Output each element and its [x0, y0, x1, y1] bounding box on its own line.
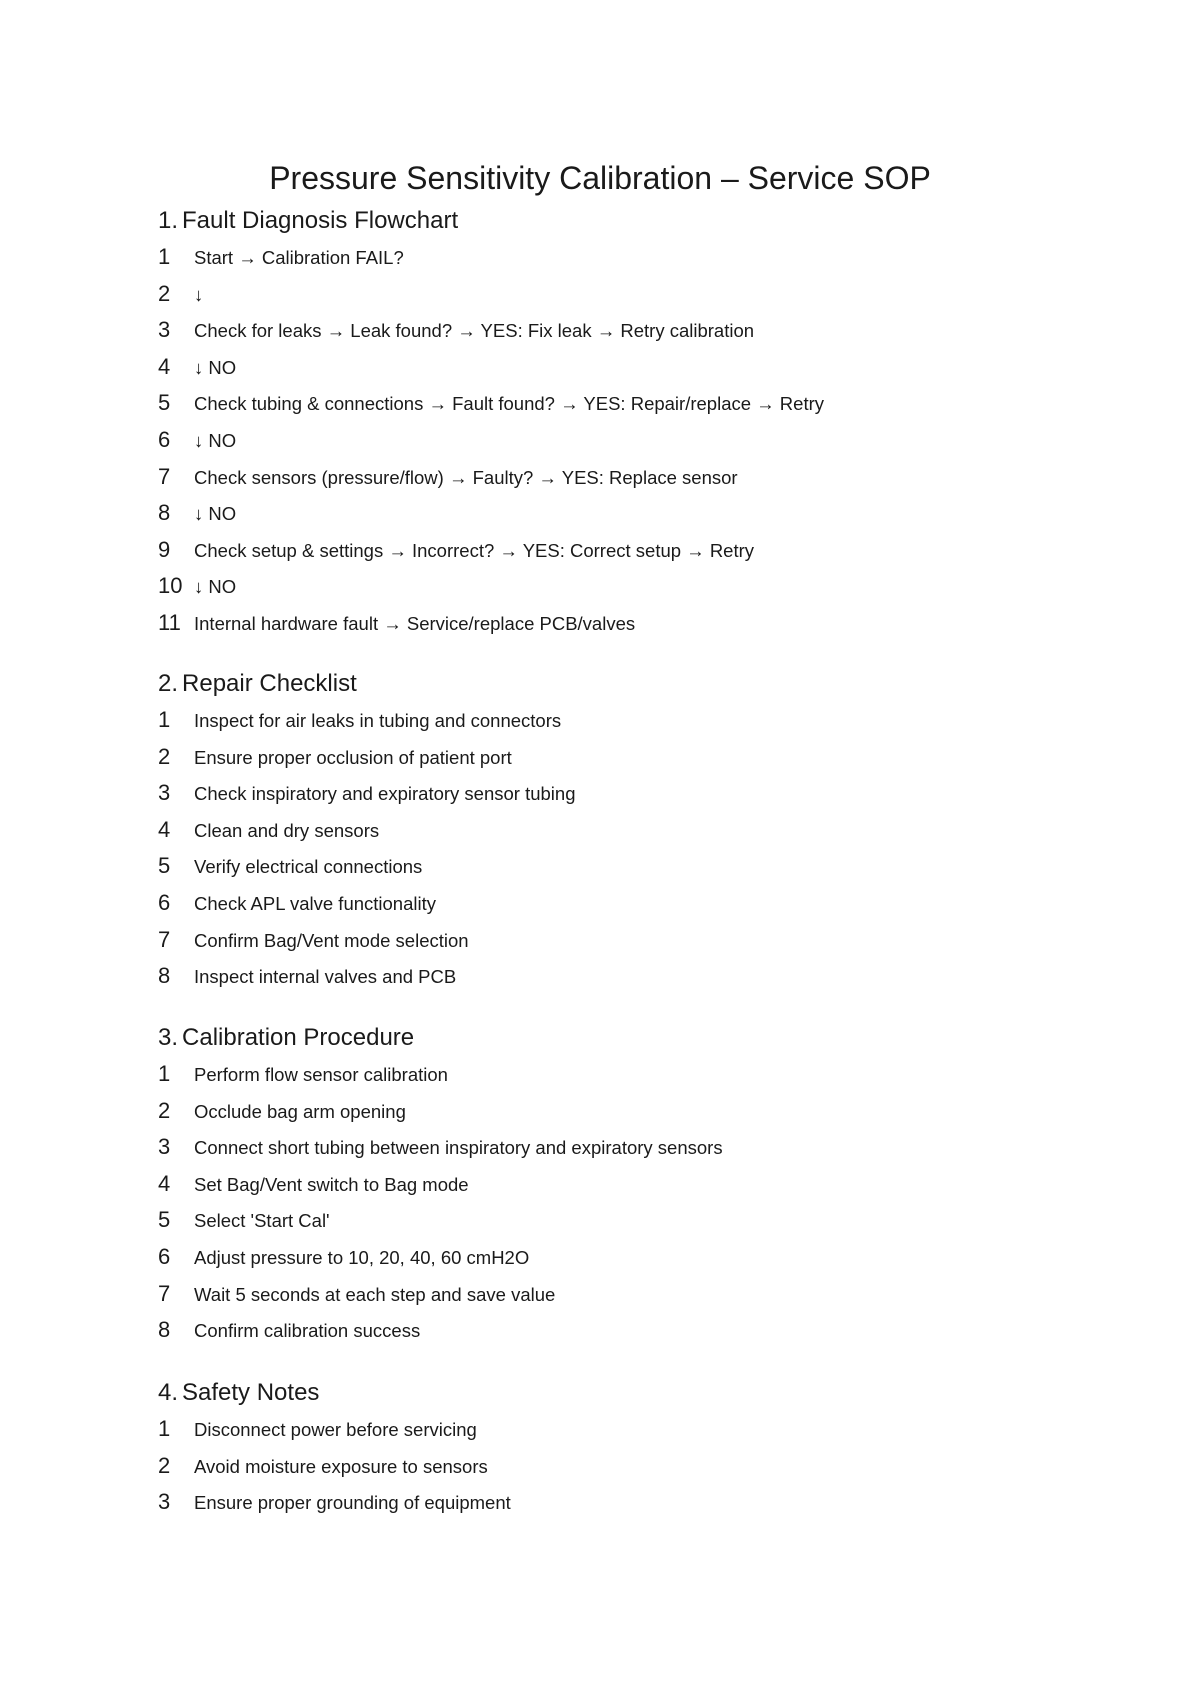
step-text: Select 'Start Cal' — [194, 1210, 330, 1232]
step-number: 2 — [158, 280, 171, 306]
section-calibration-procedure — [158, 1023, 1118, 1354]
step-text: Inspect for air leaks in tubing and connectors — [194, 710, 562, 731]
step-text: Verify electrical connections — [194, 856, 423, 878]
step-item — [158, 963, 1118, 1000]
step-item — [158, 1489, 1118, 1526]
section-repair-checklist — [158, 669, 1118, 1000]
step-number: 8 — [158, 963, 171, 989]
step-text: Connect short tubing between inspiratory and expiratory sensors — [194, 1137, 723, 1159]
step-item — [158, 354, 1118, 391]
section-number: 4. — [158, 1379, 179, 1406]
step-item — [158, 427, 1118, 464]
section-heading — [158, 1378, 1118, 1408]
step-item — [158, 744, 1118, 781]
step-text: Check inspiratory and expiratory sensor tubing — [194, 783, 576, 805]
step-text: ↓ NO — [194, 356, 237, 378]
step-number: 2 — [158, 1097, 171, 1123]
step-number: 8 — [158, 500, 171, 526]
step-item — [158, 1453, 1118, 1490]
step-item — [158, 500, 1118, 537]
step-number: 3 — [158, 1489, 171, 1515]
step-number: 10 — [158, 573, 183, 599]
step-number: 1 — [158, 1416, 171, 1441]
step-number: 3 — [158, 317, 171, 343]
step-number: 8 — [158, 1317, 171, 1343]
section-title: Fault Diagnosis Flowchart — [182, 207, 459, 234]
step-item — [158, 927, 1118, 964]
section-heading — [158, 1023, 1118, 1053]
step-item — [158, 780, 1118, 817]
section-heading — [158, 669, 1118, 699]
step-number: 6 — [158, 1243, 171, 1269]
step-number: 4 — [158, 353, 171, 379]
step-item — [158, 1171, 1118, 1208]
step-item — [158, 1061, 1118, 1098]
section-heading — [158, 206, 1118, 236]
step-item — [158, 281, 1118, 318]
step-text: Wait 5 seconds at each step and save value — [194, 1283, 556, 1305]
step-number: 5 — [158, 1207, 171, 1233]
step-text: Inspect internal valves and PCB — [194, 966, 457, 988]
step-text: Disconnect power before servicing — [194, 1419, 477, 1440]
step-text: Confirm Bag/Vent mode selection — [194, 929, 469, 951]
step-text: Internal hardware fault → Service/replace PCB/valves — [194, 612, 636, 634]
step-number: 1 — [158, 707, 171, 732]
step-text: Check sensors (pressure/flow) → Faulty? → YES: Replace sensor — [194, 466, 738, 488]
step-number: 2 — [158, 743, 171, 769]
step-item — [158, 1134, 1118, 1171]
step-text: Ensure proper grounding of equipment — [194, 1492, 511, 1514]
step-number: 1 — [158, 244, 171, 269]
step-list — [158, 1416, 1118, 1526]
step-text: Check setup & settings → Incorrect? → YES: Correct setup → Retry — [194, 539, 755, 561]
step-list — [158, 1061, 1118, 1354]
step-item — [158, 573, 1118, 610]
step-item — [158, 610, 1118, 647]
document-title: Pressure Sensitivity Calibration – Service SOP — [269, 160, 931, 196]
step-number: 3 — [158, 780, 171, 806]
section-number: 1. — [158, 207, 179, 234]
section-safety-notes — [158, 1378, 1118, 1526]
step-item — [158, 1281, 1118, 1318]
step-number: 7 — [158, 926, 171, 952]
step-number: 1 — [158, 1061, 171, 1086]
step-text: Adjust pressure to 10, 20, 40, 60 cmH2O — [194, 1246, 530, 1268]
step-text: Ensure proper occlusion of patient port — [194, 746, 512, 768]
step-item — [158, 464, 1118, 501]
step-number: 9 — [158, 536, 171, 562]
step-item — [158, 1317, 1118, 1354]
step-item — [158, 390, 1118, 427]
step-item — [158, 537, 1118, 574]
section-title: Calibration Procedure — [182, 1024, 415, 1051]
step-item — [158, 244, 1118, 281]
step-text: Clean and dry sensors — [194, 819, 380, 841]
step-item — [158, 817, 1118, 854]
step-number: 4 — [158, 1170, 171, 1196]
step-number: 5 — [158, 853, 171, 879]
step-number: 7 — [158, 463, 171, 489]
step-item — [158, 317, 1118, 354]
step-number: 7 — [158, 1280, 171, 1306]
step-item — [158, 853, 1118, 890]
step-item — [158, 1244, 1118, 1281]
step-text: Check tubing & connections → Fault found? → YES: Repair/replace → Retry — [194, 393, 825, 415]
step-number: 2 — [158, 1452, 171, 1478]
step-item — [158, 890, 1118, 927]
step-text: Occlude bag arm opening — [194, 1100, 406, 1122]
step-item — [158, 1098, 1118, 1135]
step-text: ↓ NO — [194, 576, 237, 598]
step-number: 3 — [158, 1134, 171, 1160]
section-title: Repair Checklist — [182, 670, 357, 697]
step-item — [158, 707, 1118, 744]
step-list — [158, 707, 1118, 1000]
step-item — [158, 1416, 1118, 1453]
section-fault-diagnosis — [158, 206, 1118, 647]
step-text: Confirm calibration success — [194, 1320, 421, 1342]
section-number: 2. — [158, 670, 179, 697]
section-number: 3. — [158, 1024, 179, 1051]
step-text: Start → Calibration FAIL? — [194, 247, 404, 268]
step-number: 6 — [158, 889, 171, 915]
section-title: Safety Notes — [182, 1379, 320, 1406]
step-number: 11 — [158, 609, 181, 635]
step-number: 4 — [158, 816, 171, 842]
step-number: 6 — [158, 426, 171, 452]
step-text: Avoid moisture exposure to sensors — [194, 1455, 488, 1477]
step-text: ↓ NO — [194, 429, 237, 451]
step-text: Perform flow sensor calibration — [194, 1064, 448, 1085]
step-text: Set Bag/Vent switch to Bag mode — [194, 1173, 469, 1195]
step-text: Check for leaks → Leak found? → YES: Fix leak → Retry calibration — [194, 320, 755, 342]
step-item — [158, 1207, 1118, 1244]
step-text: Check APL valve functionality — [194, 892, 436, 914]
step-number: 5 — [158, 390, 171, 416]
step-text: ↓ NO — [194, 503, 237, 525]
step-text: ↓ — [194, 283, 204, 305]
step-list — [158, 244, 1118, 647]
